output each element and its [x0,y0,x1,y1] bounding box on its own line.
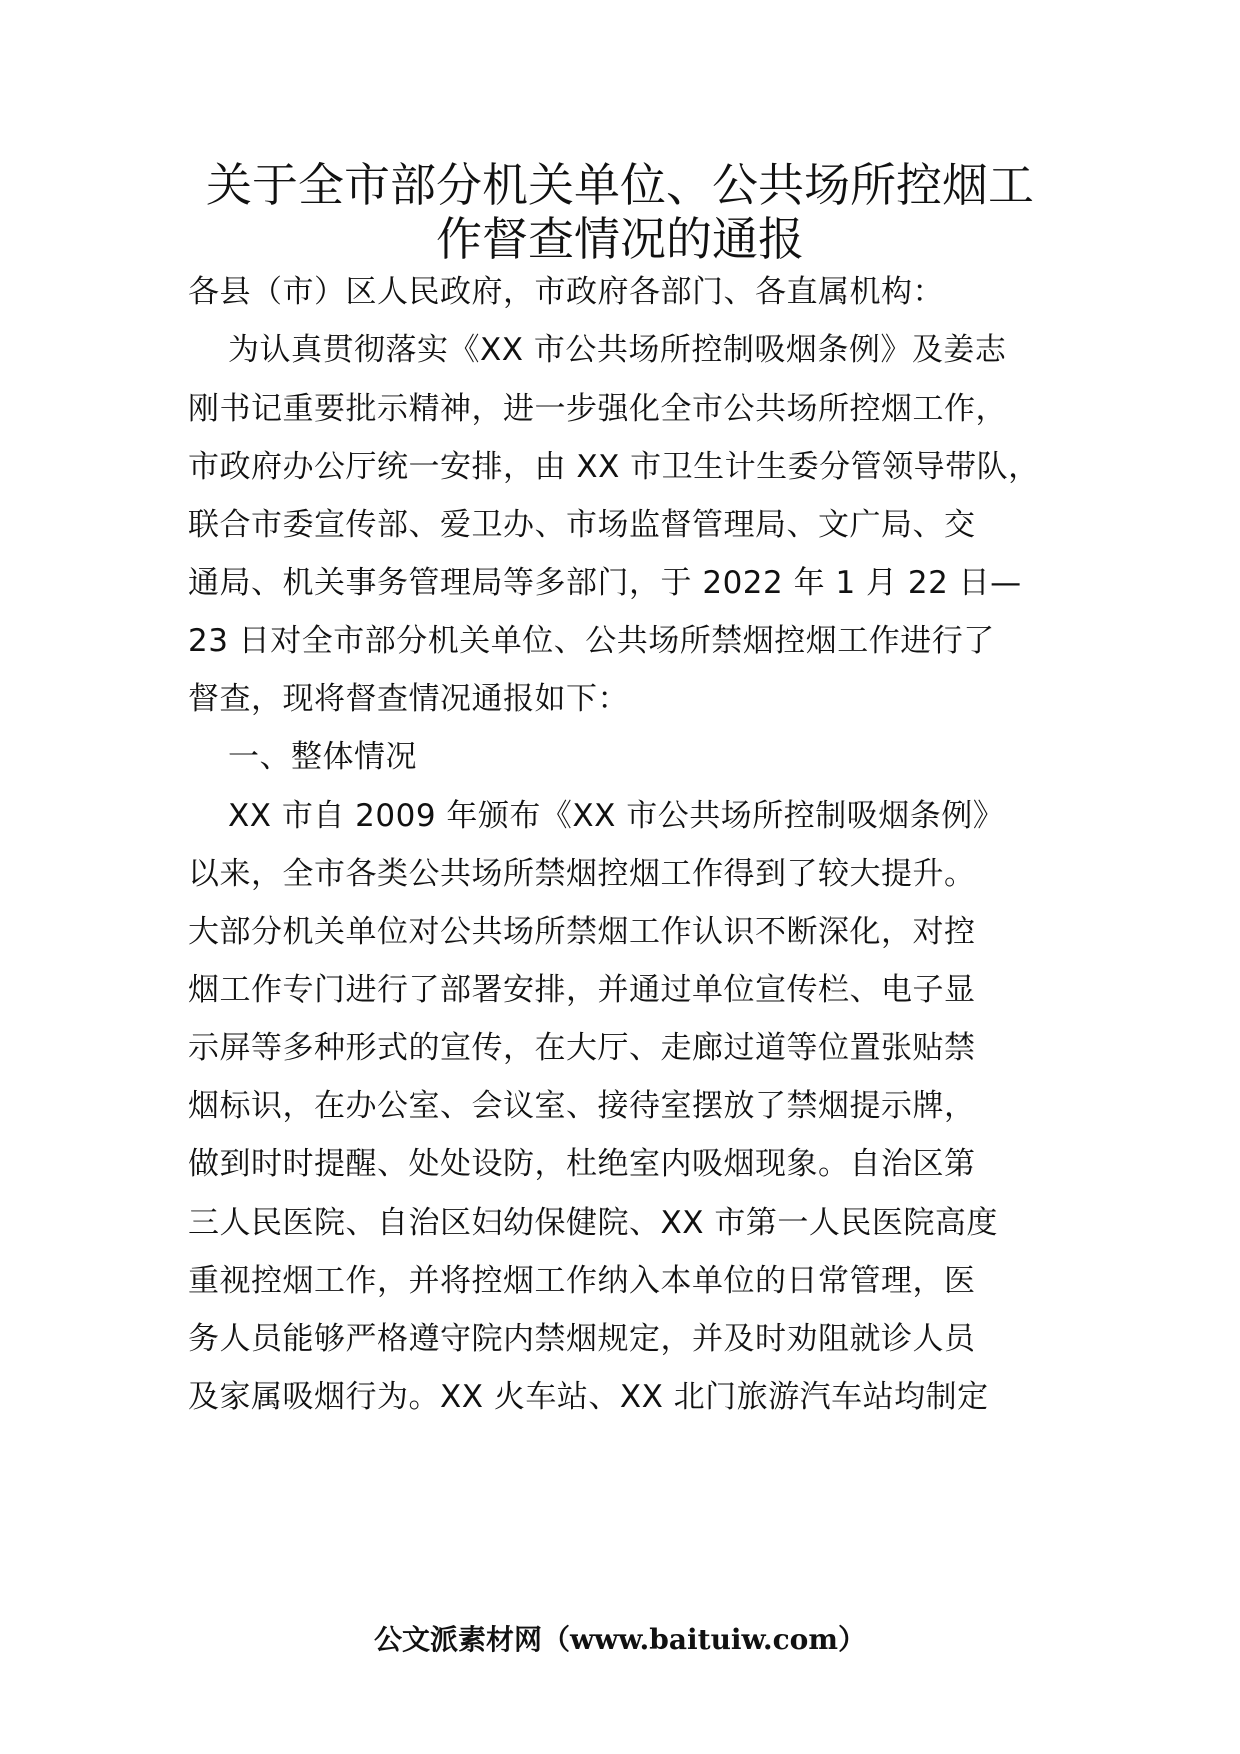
document-title-line-1: 关于全市部分机关单位、公共场所控烟工 [206,158,1034,212]
body-line: 市政府办公厅统一安排，由 XX 市卫生计生委分管领导带队， [188,449,1040,485]
body-line: 烟标识，在办公室、会议室、接待室摆放了禁烟提示牌， [188,1088,976,1124]
body-line: 三人民医院、自治区妇幼保健院、XX 市第一人民医院高度 [188,1205,998,1241]
body-line: 烟工作专门进行了部署安排，并通过单位宣传栏、电子显 [188,972,976,1008]
body-line: 大部分机关单位对公共场所禁烟工作认识不断深化，对控 [188,914,976,950]
addressee-line: 各县（市）区人民政府，市政府各部门、各直属机构： [188,274,944,310]
body-line: 刚书记重要批示精神，进一步强化全市公共场所控烟工作， [188,391,1007,427]
body-line: 重视控烟工作，并将控烟工作纳入本单位的日常管理，医 [188,1263,976,1299]
body-line: 为认真贯彻落实《XX 市公共场所控制吸烟条例》及姜志 [228,332,1007,368]
body-line: 联合市委宣传部、爱卫办、市场监督管理局、文广局、交 [188,507,976,543]
body-line: 23 日对全市部分机关单位、公共场所禁烟控烟工作进行了 [188,623,995,659]
body-line: 及家属吸烟行为。XX 火车站、XX 北门旅游汽车站均制定 [188,1379,989,1415]
body-line: 以来，全市各类公共场所禁烟控烟工作得到了较大提升。 [188,856,976,892]
body-line: 督查，现将督查情况通报如下： [188,681,629,717]
footer-watermark: 公文派素材网（www.baituiw.com） [374,1623,866,1656]
document-title-line-2: 作督查情况的通报 [436,212,804,266]
body-line: 示屏等多种形式的宣传，在大厅、走廊过道等位置张贴禁 [188,1030,976,1066]
body-line: 做到时时提醒、处处设防，杜绝室内吸烟现象。自治区第 [188,1146,976,1182]
body-line: 通局、机关事务管理局等多部门，于 2022 年 1 月 22 日— [188,565,1022,601]
body-line: 务人员能够严格遵守院内禁烟规定，并及时劝阻就诊人员 [188,1321,976,1357]
body-line: XX 市自 2009 年颁布《XX 市公共场所控制吸烟条例》 [228,798,1005,834]
section-heading: 一、整体情况 [228,739,417,775]
